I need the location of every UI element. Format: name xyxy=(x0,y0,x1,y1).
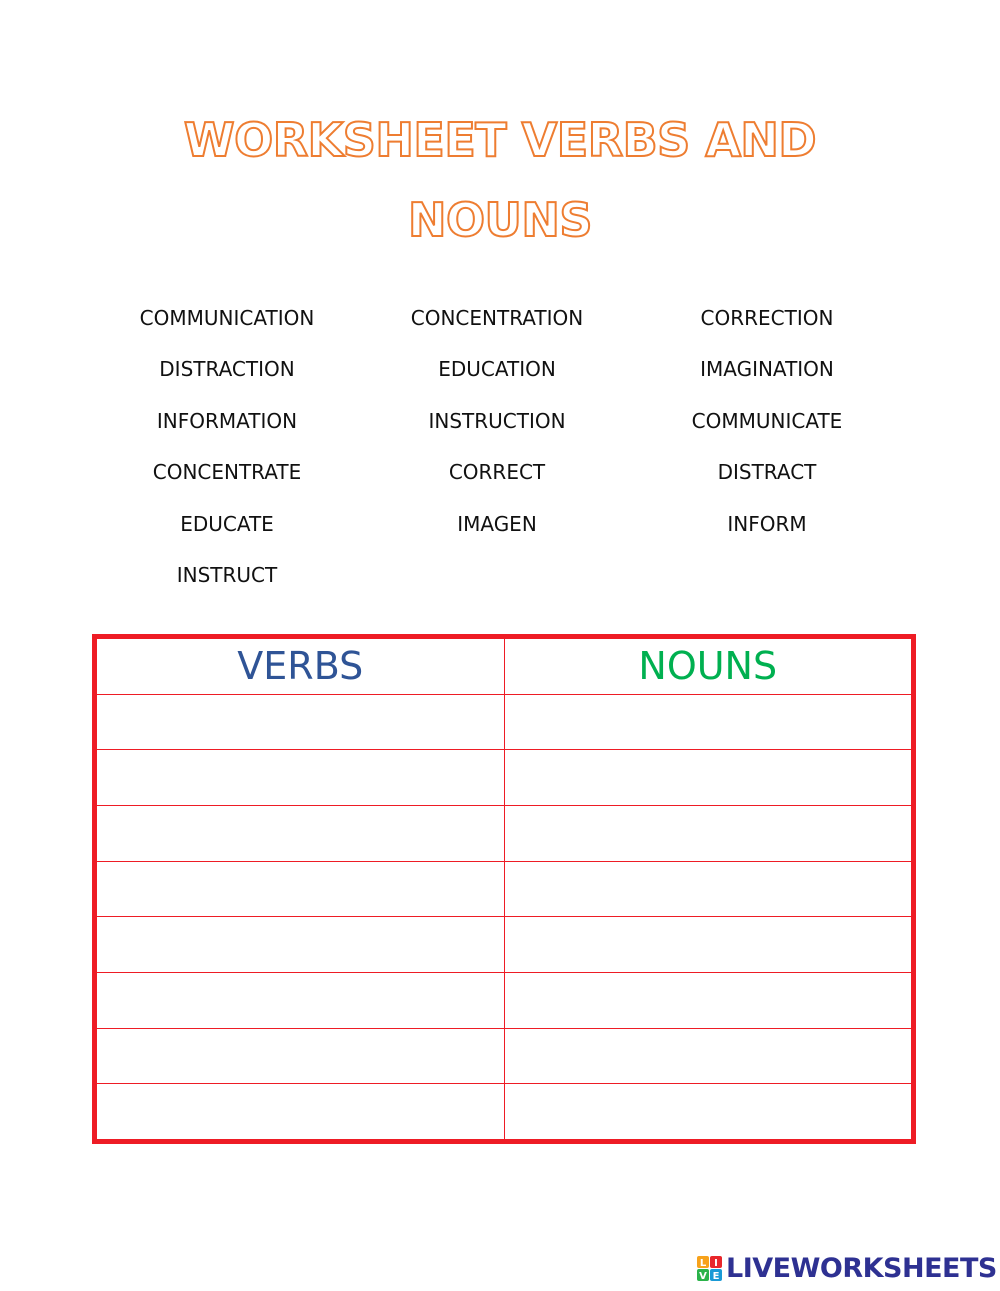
logo-text: LIVEWORKSHEETS xyxy=(726,1253,997,1284)
svg-text:L: L xyxy=(699,1258,707,1269)
noun-answer-cell[interactable] xyxy=(504,1028,912,1084)
table-row xyxy=(97,750,912,806)
word-bank-item: CORRECTION xyxy=(700,306,834,330)
word-bank-item: IMAGEN xyxy=(457,511,537,536)
verb-answer-cell[interactable] xyxy=(97,750,505,806)
word-bank-item: EDUCATION xyxy=(438,357,556,382)
word-bank-item: COMMUNICATION xyxy=(139,306,315,330)
word-bank-item: CONCENTRATE xyxy=(152,460,302,485)
table-row xyxy=(97,805,912,861)
table-header-row xyxy=(97,639,912,695)
table-row xyxy=(97,861,912,917)
noun-answer-cell[interactable] xyxy=(504,972,912,1028)
noun-answer-cell[interactable] xyxy=(504,805,912,861)
verb-answer-cell[interactable] xyxy=(97,917,505,973)
worksheet-title xyxy=(0,100,1000,260)
title-line-2: NOUNS xyxy=(407,193,593,247)
word-bank-item: INFORM xyxy=(727,511,807,536)
word-bank-item: INSTRUCTION xyxy=(428,408,566,433)
table-row xyxy=(97,694,912,750)
word-bank-item: DISTRACTION xyxy=(159,357,295,382)
word-bank-item: CONCENTRATION xyxy=(410,306,584,330)
noun-answer-cell[interactable] xyxy=(504,1084,912,1140)
svg-text:E: E xyxy=(712,1271,720,1282)
table-row xyxy=(97,1028,912,1084)
verb-answer-cell[interactable] xyxy=(97,972,505,1028)
svg-text:I: I xyxy=(714,1258,718,1269)
svg-text:V: V xyxy=(699,1271,707,1282)
nouns-header: NOUNS xyxy=(504,639,912,695)
liveworksheets-logo-icon xyxy=(697,1256,723,1282)
noun-answer-cell[interactable] xyxy=(504,694,912,750)
liveworksheets-logo[interactable] xyxy=(697,1254,997,1284)
word-bank-item: INFORMATION xyxy=(156,408,298,433)
verbs-nouns-table xyxy=(92,634,916,1144)
verbs-header: VERBS xyxy=(97,639,505,695)
verb-answer-cell[interactable] xyxy=(97,694,505,750)
word-bank-item: INSTRUCT xyxy=(176,562,278,587)
word-bank xyxy=(92,296,904,604)
verb-answer-cell[interactable] xyxy=(97,861,505,917)
word-bank-item: CORRECT xyxy=(448,460,546,485)
noun-answer-cell[interactable] xyxy=(504,917,912,973)
table-row xyxy=(97,917,912,973)
table-row xyxy=(97,1084,912,1140)
noun-answer-cell[interactable] xyxy=(504,861,912,917)
word-bank-item: IMAGINATION xyxy=(700,357,834,382)
verb-answer-cell[interactable] xyxy=(97,1084,505,1140)
verb-answer-cell[interactable] xyxy=(97,1028,505,1084)
table-row xyxy=(97,972,912,1028)
verb-answer-cell[interactable] xyxy=(97,805,505,861)
word-bank-item: COMMUNICATE xyxy=(691,408,843,433)
title-line-1: WORKSHEET VERBS AND xyxy=(183,113,817,167)
noun-answer-cell[interactable] xyxy=(504,750,912,806)
word-bank-item: DISTRACT xyxy=(717,460,817,485)
word-bank-item: EDUCATE xyxy=(180,511,274,536)
